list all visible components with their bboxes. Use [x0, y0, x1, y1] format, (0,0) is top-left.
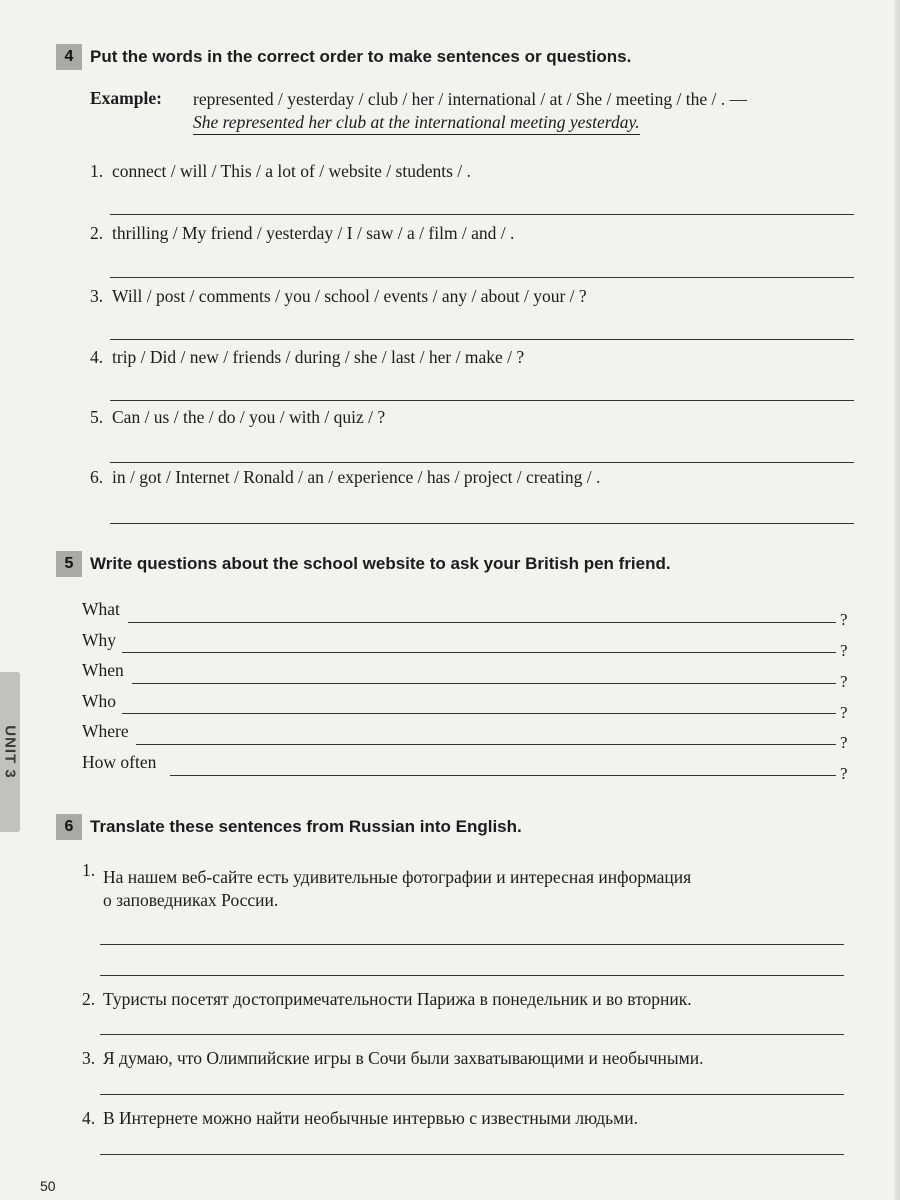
- answer-line[interactable]: [170, 775, 836, 776]
- question-mark: ?: [840, 672, 848, 691]
- example-answer: She represented her club at the international meeting yesterday.: [193, 112, 640, 135]
- example-prompt: represented / yesterday / club / her / international / at / She / meeting / the / . —: [193, 89, 748, 109]
- item-number: 1.: [82, 860, 96, 880]
- section-number-badge: 5: [56, 551, 82, 577]
- answer-line[interactable]: [110, 462, 854, 463]
- answer-line[interactable]: [110, 277, 854, 278]
- question-mark: ?: [840, 764, 848, 783]
- answer-line[interactable]: [122, 713, 836, 714]
- answer-line[interactable]: [122, 652, 836, 653]
- unit-label: UNIT 3: [1, 725, 19, 779]
- item-number: 6.: [90, 467, 104, 487]
- question-mark: ?: [840, 641, 848, 660]
- item-text: in / got / Internet / Ronald / an / experience / has / project / creating / .: [112, 467, 601, 487]
- question-prompt: How often: [82, 752, 157, 772]
- answer-line[interactable]: [110, 400, 854, 401]
- item-text: В Интернете можно найти необычные интервью с известными людьми.: [103, 1108, 638, 1128]
- item-number: 2.: [90, 223, 104, 243]
- answer-line[interactable]: [100, 975, 844, 976]
- item-number: 1.: [90, 161, 104, 181]
- answer-line[interactable]: [110, 339, 854, 340]
- section-title: Write questions about the school website to ask your British pen friend.: [90, 554, 671, 573]
- question-prompt: When: [82, 660, 124, 680]
- question-mark: ?: [840, 703, 848, 722]
- answer-line[interactable]: [110, 523, 854, 524]
- item-number: 2.: [82, 989, 96, 1009]
- item-text: Will / post / comments / you / school / events / any / about / your / ?: [112, 286, 587, 306]
- question-mark: ?: [840, 733, 848, 752]
- item-number: 5.: [90, 407, 104, 427]
- answer-line[interactable]: [100, 1094, 844, 1095]
- item-text: Я думаю, что Олимпийские игры в Сочи были захватывающими и необычными.: [103, 1048, 704, 1068]
- section-number-badge: 4: [56, 44, 82, 70]
- item-text: На нашем веб-сайте есть удивительные фотографии и интересная информация: [103, 867, 692, 887]
- item-number: 4.: [90, 347, 104, 367]
- answer-line[interactable]: [100, 1034, 844, 1035]
- question-mark: ?: [840, 610, 848, 629]
- answer-line[interactable]: [100, 1154, 844, 1155]
- item-text: thrilling / My friend / yesterday / I / saw / a / film / and / .: [112, 223, 515, 243]
- question-prompt: Why: [82, 630, 117, 650]
- section-title: Translate these sentences from Russian into English.: [90, 817, 522, 836]
- question-prompt: What: [82, 599, 120, 619]
- question-prompt: Who: [82, 691, 117, 711]
- item-text: connect / will / This / a lot of / website / students / .: [112, 161, 471, 181]
- example-label: Example:: [90, 88, 162, 108]
- page-number: 50: [40, 1178, 56, 1194]
- question-prompt: Where: [82, 721, 129, 741]
- section-title: Put the words in the correct order to make sentences or questions.: [90, 47, 632, 66]
- answer-line[interactable]: [128, 622, 836, 623]
- item-number: 3.: [82, 1048, 96, 1068]
- unit-side-tab: [0, 672, 20, 832]
- item-text: trip / Did / new / friends / during / she / last / her / make / ?: [112, 347, 525, 367]
- item-text: Туристы посетят достопримечательности Парижа в понедельник и во вторник.: [103, 989, 692, 1009]
- item-text-continued: о заповедниках России.: [103, 890, 279, 910]
- answer-line[interactable]: [110, 214, 854, 215]
- answer-line[interactable]: [136, 744, 836, 745]
- item-text: Can / us / the / do / you / with / quiz / ?: [112, 407, 386, 427]
- item-number: 4.: [82, 1108, 96, 1128]
- section-number-badge: 6: [56, 814, 82, 840]
- answer-line[interactable]: [100, 944, 844, 945]
- answer-line[interactable]: [132, 683, 836, 684]
- item-number: 3.: [90, 286, 104, 306]
- page-edge: [894, 0, 900, 1200]
